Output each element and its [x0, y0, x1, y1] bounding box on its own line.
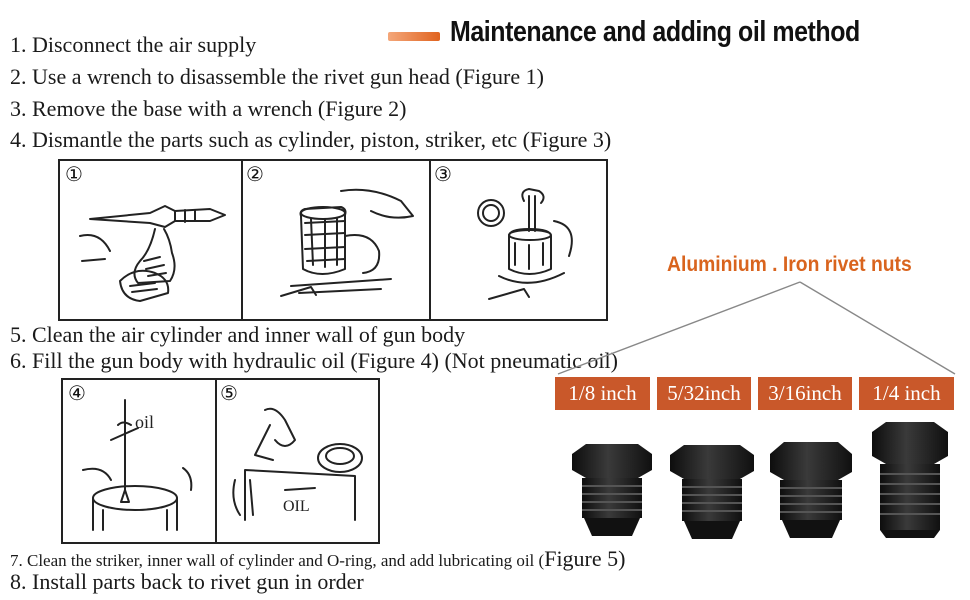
step-7-figure-ref: Figure 5)	[544, 546, 626, 571]
hydraulic-oil-fill-illustration	[63, 380, 215, 542]
figure-4	[63, 380, 217, 542]
base-removal-illustration	[241, 161, 429, 319]
rivet-nut-1-8-image	[566, 440, 658, 540]
step-4: 4. Dismantle the parts such as cylinder, piston, striker, etc (Figure 3)	[10, 127, 612, 152]
step-5: 5. Clean the air cylinder and inner wall of gun body	[10, 322, 466, 347]
step-8: 8. Install parts back to rivet gun in order	[10, 569, 364, 594]
figure-3-number: ③	[434, 162, 452, 186]
size-tag-1-4: 1/4 inch	[859, 377, 954, 410]
page-title: Maintenance and adding oil method	[450, 16, 860, 48]
figure-5-number: ⑤	[220, 381, 238, 405]
lubricating-oil-illustration	[215, 380, 378, 542]
figure-1-number: ①	[65, 162, 83, 186]
oil-label-figure-4: oil	[135, 412, 155, 432]
figure-2	[241, 161, 431, 319]
rivet-nut-1-4-image	[868, 418, 952, 540]
figure-panel-1-3	[58, 159, 608, 321]
rivet-nuts-heading: Aluminium . Iron rivet nuts	[667, 253, 912, 276]
callout-lines	[540, 270, 970, 380]
figure-2-number: ②	[246, 162, 264, 186]
size-tag-3-16: 3/16inch	[758, 377, 852, 410]
figure-5	[215, 380, 378, 542]
rivet-gun-head-illustration	[60, 161, 241, 319]
size-tag-5-32: 5/32inch	[657, 377, 751, 410]
step-7-text: 7. Clean the striker, inner wall of cylinder and O-ring, and add lubricating oil (	[10, 551, 545, 570]
rivet-nut-3-16-image	[766, 438, 858, 542]
figure-1	[60, 161, 243, 319]
figure-panel-4-5	[61, 378, 380, 544]
step-6: 6. Fill the gun body with hydraulic oil (Figure 4) (Not pneumatic oil)	[10, 348, 618, 373]
step-2: 2. Use a wrench to disassemble the rivet gun head (Figure 1)	[10, 64, 544, 89]
accent-bar	[388, 32, 440, 41]
oil-label-figure-5: OIL	[283, 498, 310, 515]
size-tag-1-8: 1/8 inch	[555, 377, 650, 410]
rivet-nut-5-32-image	[666, 441, 758, 541]
step-1: 1. Disconnect the air supply	[10, 32, 257, 57]
figure-4-number: ④	[68, 381, 86, 405]
step-3: 3. Remove the base with a wrench (Figure 2)	[10, 96, 407, 121]
